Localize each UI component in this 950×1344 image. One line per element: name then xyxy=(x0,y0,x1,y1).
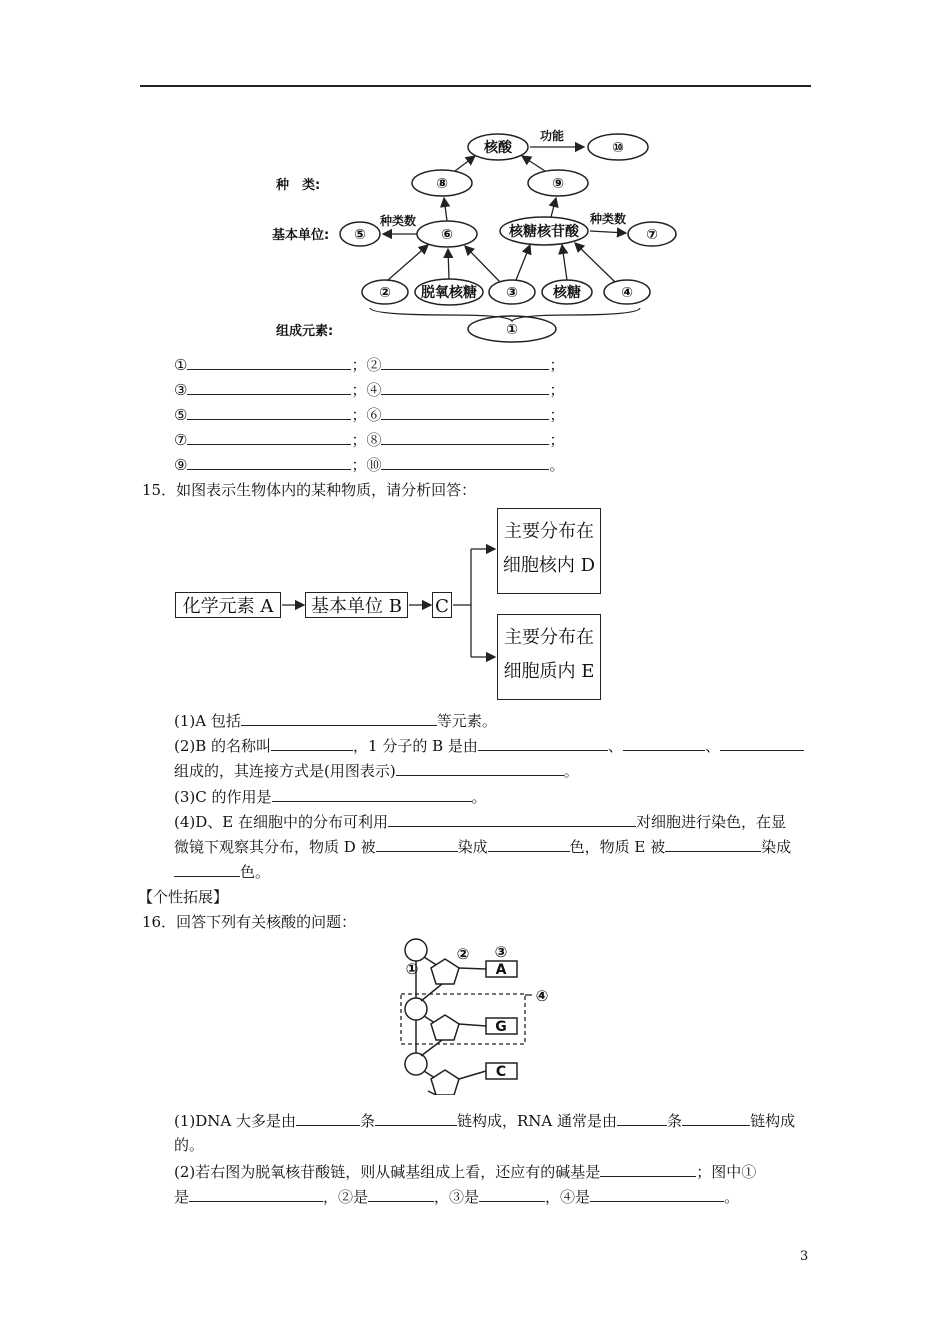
label-2: ② xyxy=(456,945,470,963)
answer-blank[interactable] xyxy=(187,454,351,470)
answer-row-5 xyxy=(174,454,565,475)
q16-p1-text: 链构成 xyxy=(750,1112,796,1130)
q16-p1-text: 条 xyxy=(360,1112,376,1130)
answer-blank[interactable] xyxy=(272,786,472,802)
q15-p4-text: (4)D、E 在细胞中的分布可利用 xyxy=(174,813,388,831)
separator: 、 xyxy=(607,737,623,755)
answer-blank[interactable] xyxy=(488,836,570,852)
answer-label: ⑨ xyxy=(174,456,188,474)
box-chemical-elements-a: 化学元素 A xyxy=(175,592,281,618)
label-1: ① xyxy=(405,960,419,978)
answer-blank[interactable] xyxy=(682,1110,750,1126)
node-10: ⑩ xyxy=(612,140,624,156)
answer-label: ① xyxy=(174,356,188,374)
q15-p1-text: (1)A 包括 xyxy=(174,712,241,730)
q15-part2 xyxy=(174,735,804,756)
box-d-nucleus xyxy=(497,508,601,594)
answer-blank[interactable] xyxy=(174,861,240,877)
node-ribonucleotide: 核糖核苷酸 xyxy=(509,224,579,240)
q16-part2 xyxy=(174,1161,756,1182)
node-1: ① xyxy=(506,322,518,338)
answer-blank[interactable] xyxy=(381,354,549,370)
nucleic-acid-concept-diagram xyxy=(260,120,700,350)
answer-blank[interactable] xyxy=(720,735,804,751)
base-c: C xyxy=(495,1064,507,1080)
answer-blank[interactable] xyxy=(381,404,549,420)
separator: ； xyxy=(549,406,565,424)
node-nucleic-acid: 核酸 xyxy=(484,140,512,156)
answer-label: ⑧ xyxy=(366,431,382,449)
label-3: ③ xyxy=(494,943,508,961)
q15-part4-end xyxy=(174,861,270,882)
node-8: ⑧ xyxy=(436,176,448,192)
nucleotide-chain-diagram xyxy=(395,935,565,1095)
answer-blank[interactable] xyxy=(189,1186,323,1202)
node-2: ② xyxy=(379,285,391,301)
q15-title: 15．如图表示生物体内的某种物质，请分析回答： xyxy=(142,481,477,499)
node-4: ④ xyxy=(621,285,633,301)
q16-p2-text: (2)若右图为脱氧核苷酸链，则从碱基组成上看，还应有的碱基是 xyxy=(174,1163,601,1181)
label-count-right: 种类数 xyxy=(589,212,627,226)
separator: 。 xyxy=(549,456,565,474)
q16-title: 16．回答下列有关核酸的问题： xyxy=(142,913,357,931)
q15-p3-text: (3)C 的作用是 xyxy=(174,788,272,806)
answer-row-2 xyxy=(174,379,565,400)
q16-p2-text: ，④是 xyxy=(545,1188,591,1206)
answer-blank[interactable] xyxy=(600,1161,696,1177)
q15-p2-text: ，1 分子的 B 是由 xyxy=(353,737,478,755)
box-e-line1: 主要分布在 xyxy=(504,627,594,648)
answer-label: ④ xyxy=(366,381,382,399)
box-c: C xyxy=(432,592,452,618)
q15-p4-text: 对细胞进行染色，在显 xyxy=(636,813,787,831)
separator: 。 xyxy=(471,788,487,806)
answer-blank[interactable] xyxy=(376,836,458,852)
node-deoxyribose: 脱氧核糖 xyxy=(421,285,477,301)
base-a: A xyxy=(495,962,507,978)
answer-blank[interactable] xyxy=(187,404,351,420)
answer-row-1 xyxy=(174,354,565,375)
q16-p2-text: ；图中① xyxy=(696,1163,757,1181)
q15-p1-suffix: 等元素。 xyxy=(436,712,497,730)
label-function: 功能 xyxy=(539,129,565,143)
answer-blank[interactable] xyxy=(478,735,608,751)
answer-blank[interactable] xyxy=(375,1110,457,1126)
separator: ； xyxy=(549,381,565,399)
answer-blank[interactable] xyxy=(623,735,705,751)
node-ribose: 核糖 xyxy=(553,285,581,301)
box-e-line2: 细胞质内 E xyxy=(503,661,595,682)
separator: ； xyxy=(549,356,565,374)
answer-blank[interactable] xyxy=(187,379,351,395)
q16-part2-cont xyxy=(174,1186,739,1207)
separator: ； xyxy=(351,406,367,424)
q16-p2-text: ，②是 xyxy=(323,1188,369,1206)
q16-part1 xyxy=(174,1110,795,1131)
answer-label: ⑥ xyxy=(366,406,382,424)
box-e-cytoplasm xyxy=(497,614,601,700)
q15-p4-text: 染成 xyxy=(457,838,488,856)
answer-blank[interactable] xyxy=(271,735,353,751)
q16-p2-text: ，③是 xyxy=(434,1188,480,1206)
separator: ； xyxy=(351,381,367,399)
q15-part1 xyxy=(174,710,497,731)
separator: ； xyxy=(351,356,367,374)
q15-part4 xyxy=(174,811,786,832)
answer-blank[interactable] xyxy=(590,1186,724,1202)
separator: 、 xyxy=(704,737,720,755)
row-label-basic-unit: 基本单位: xyxy=(272,228,330,243)
answer-label: ⑦ xyxy=(174,431,188,449)
answer-blank[interactable] xyxy=(381,454,549,470)
q15-flow-arrows xyxy=(280,540,500,670)
q15-p4-text: 色，物质 E 被 xyxy=(569,838,666,856)
answer-blank[interactable] xyxy=(187,429,351,445)
q15-p4-text: 色。 xyxy=(240,863,271,881)
separator: ； xyxy=(351,456,367,474)
row-label-kinds: 种 类: xyxy=(276,178,321,193)
node-5: ⑤ xyxy=(354,227,366,243)
answer-blank[interactable] xyxy=(368,1186,434,1202)
q16-p1-text: 链构成，RNA 通常是由 xyxy=(457,1112,618,1130)
box-d-line2: 细胞核内 D xyxy=(502,555,596,576)
answer-label: ⑩ xyxy=(366,456,382,474)
q15-part3 xyxy=(174,786,487,807)
node-6: ⑥ xyxy=(441,227,453,243)
q16-part1-end: 的。 xyxy=(174,1136,205,1154)
row-label-elements: 组成元素: xyxy=(276,324,334,339)
q16-p1-text: 条 xyxy=(667,1112,683,1130)
answer-blank[interactable] xyxy=(396,760,564,776)
answer-blank[interactable] xyxy=(296,1110,360,1126)
section-extension: 【个性拓展】 xyxy=(138,888,229,906)
box-d-line1: 主要分布在 xyxy=(504,521,594,542)
answer-row-3 xyxy=(174,404,565,425)
answer-blank[interactable] xyxy=(617,1110,667,1126)
q15-p4-text: 染成 xyxy=(761,838,792,856)
answer-label: ③ xyxy=(174,381,188,399)
node-7: ⑦ xyxy=(646,227,658,243)
box-basic-unit-b: 基本单位 B xyxy=(305,592,408,618)
answer-row-4 xyxy=(174,429,565,450)
answer-label: ② xyxy=(366,356,382,374)
q15-part2-cont xyxy=(174,760,579,781)
q15-part4-cont xyxy=(174,836,791,857)
answer-blank[interactable] xyxy=(241,710,437,726)
q16-p1-text: (1)DNA 大多是由 xyxy=(174,1112,296,1130)
separator: 。 xyxy=(563,762,579,780)
separator: ； xyxy=(351,431,367,449)
node-3: ③ xyxy=(506,285,518,301)
label-4: ④ xyxy=(535,987,549,1005)
answer-blank[interactable] xyxy=(187,354,351,370)
answer-blank[interactable] xyxy=(665,836,761,852)
q15-p2-text: (2)B 的名称叫 xyxy=(174,737,272,755)
page-number: 3 xyxy=(800,1249,809,1264)
q16-p2-text: 是 xyxy=(174,1188,190,1206)
label-count-left: 种类数 xyxy=(379,214,417,228)
answer-blank[interactable] xyxy=(479,1186,545,1202)
answer-blank[interactable] xyxy=(381,379,549,395)
header-rule xyxy=(140,85,811,87)
answer-blank[interactable] xyxy=(381,429,549,445)
q15-p2-text: 组成的，其连接方式是(用图表示) xyxy=(174,762,396,780)
answer-blank[interactable] xyxy=(388,811,636,827)
node-9: ⑨ xyxy=(552,176,564,192)
separator: 。 xyxy=(724,1188,740,1206)
answer-label: ⑤ xyxy=(174,406,188,424)
q15-p4-text: 微镜下观察其分布，物质 D 被 xyxy=(174,838,376,856)
base-g: G xyxy=(495,1019,507,1035)
separator: ； xyxy=(549,431,565,449)
